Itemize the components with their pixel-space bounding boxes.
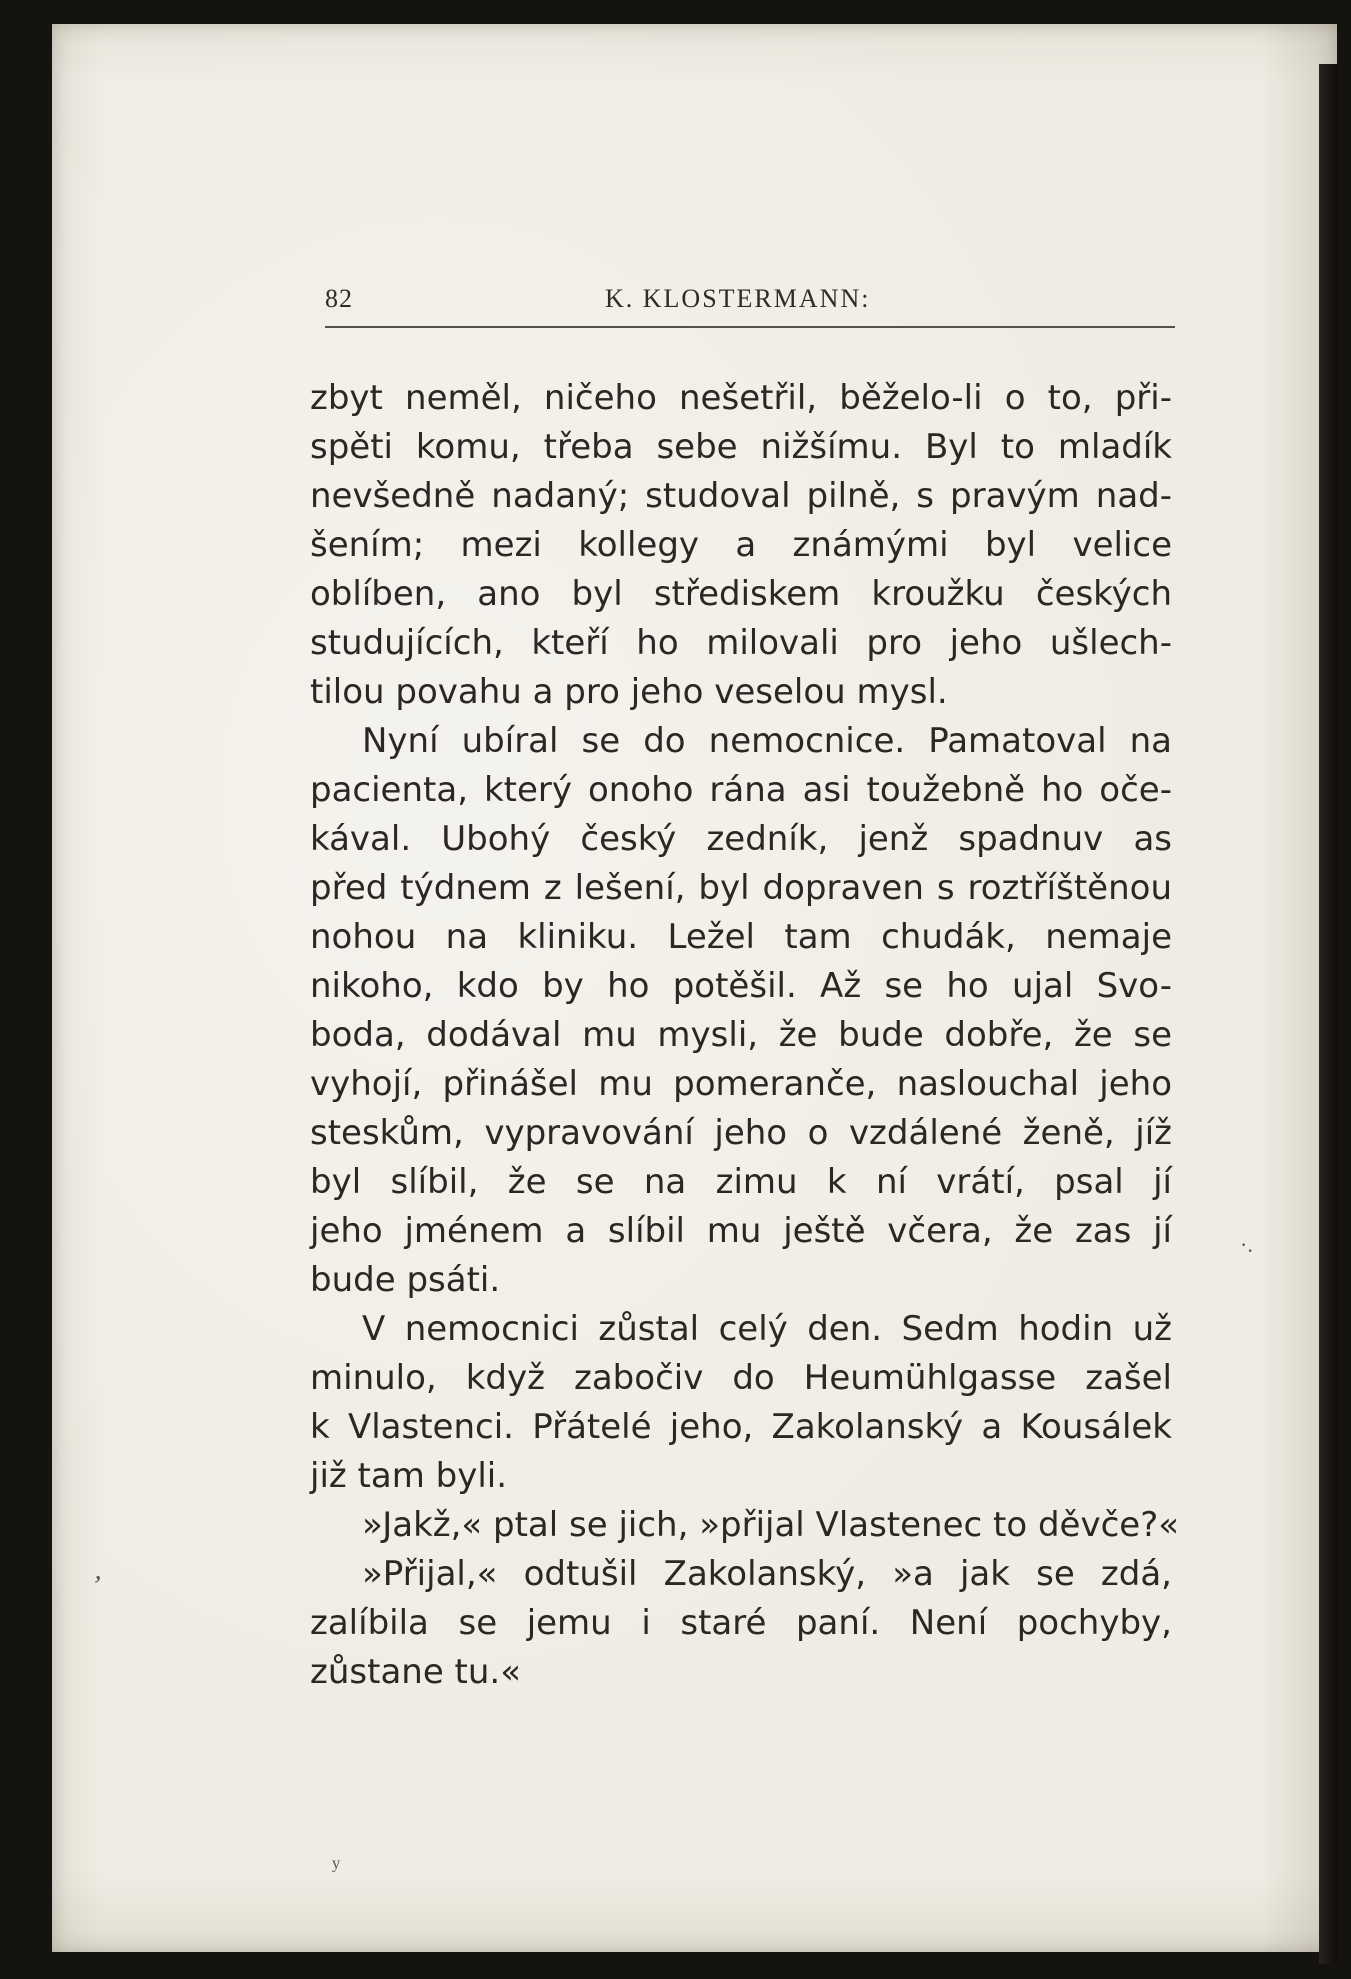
text-line: zalíbila se jemu i staré paní. Není pochyby, — [310, 1603, 1172, 1643]
page-number: 82 — [325, 284, 353, 313]
text-line: již tam byli. — [310, 1456, 508, 1496]
body-text — [310, 374, 1180, 1697]
ink-speck: ʸ — [332, 1852, 341, 1883]
page-edge-shadow — [1319, 64, 1337, 1964]
text-line: zbyt neměl, ničeho nešetřil, běželo-li o to, při- — [310, 378, 1172, 418]
text-line: kával. Ubohý český zedník, jenž spadnuv as — [310, 819, 1172, 859]
header-rule — [325, 326, 1175, 328]
text-line: nohou na kliniku. Ležel tam chudák, nemaje — [310, 917, 1172, 957]
text-line: minulo, když zabočiv do Heumühlgasse zašel — [310, 1358, 1172, 1398]
text-line: bude psáti. — [310, 1260, 501, 1300]
page-header — [325, 284, 1175, 324]
text-line: vyhojí, přinášel mu pomeranče, naslouchal jeho — [310, 1064, 1172, 1104]
text-line: nevšedně nadaný; studoval pilně, s pravým nad- — [310, 476, 1172, 516]
text-line: jeho jménem a slíbil mu ještě včera, že zas jí — [310, 1211, 1172, 1251]
text-line: tilou povahu a pro jeho veselou mysl. — [310, 672, 948, 712]
text-line: »Přijal,« odtušil Zakolanský, »a jak se zdá, — [362, 1554, 1172, 1594]
ink-speck: , — [93, 1554, 106, 1587]
text-line: pacienta, který onoho rána asi toužebně ho oče- — [310, 770, 1172, 810]
text-line: oblíben, ano byl střediskem kroužku českých — [310, 574, 1172, 614]
text-line: spěti komu, třeba sebe nižšímu. Byl to mladík — [310, 427, 1172, 467]
text-line: před týdnem z lešení, byl dopraven s roztříštěnou — [310, 868, 1172, 908]
text-line: byl slíbil, že se na zimu k ní vrátí, psal jí — [310, 1162, 1172, 1202]
text-line: zůstane tu.« — [310, 1652, 522, 1692]
running-head: K. KLOSTERMANN: — [605, 284, 871, 313]
text-line: Nyní ubíral se do nemocnice. Pamatoval na — [362, 721, 1172, 761]
text-line: šením; mezi kollegy a známými byl velice — [310, 525, 1172, 565]
text-line: nikoho, kdo by ho potěšil. Až se ho ujal Svo- — [310, 966, 1172, 1006]
text-line: studujících, kteří ho milovali pro jeho ušlech- — [310, 623, 1172, 663]
ink-speck: ·. — [1240, 1232, 1253, 1257]
text-line: steskům, vypravování jeho o vzdálené ženě, jíž — [310, 1113, 1172, 1153]
text-line: »Jakž,« ptal se jich, »přijal Vlastenec to děvče?« — [362, 1505, 1180, 1545]
text-line: boda, dodával mu mysli, že bude dobře, že se — [310, 1015, 1172, 1055]
text-line: k Vlastenci. Přátelé jeho, Zakolanský a Kousálek — [310, 1407, 1172, 1447]
text-line: V nemocnici zůstal celý den. Sedm hodin už — [362, 1309, 1172, 1349]
